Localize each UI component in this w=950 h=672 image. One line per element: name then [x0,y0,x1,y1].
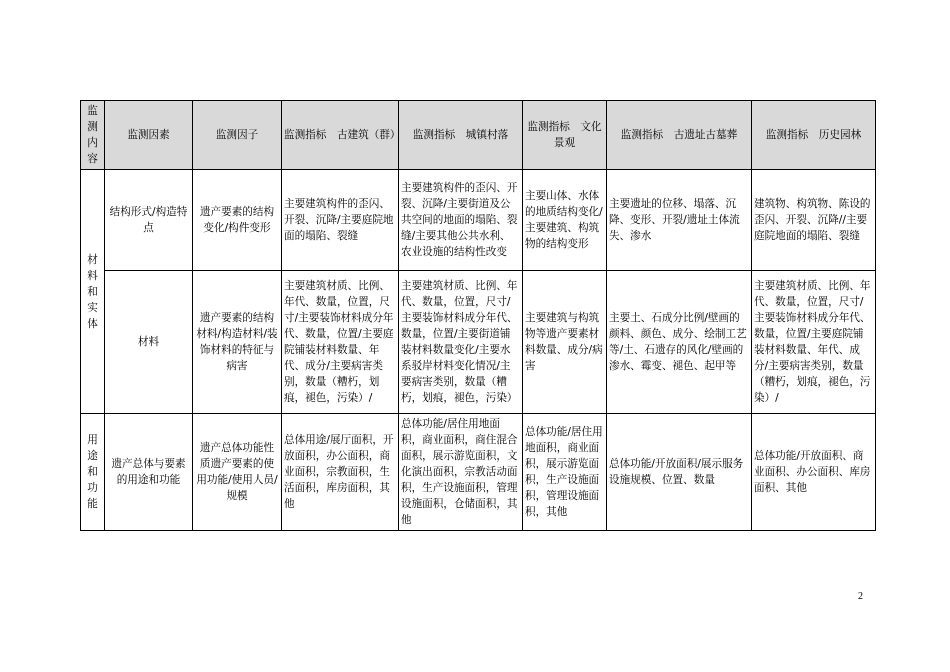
cell-cultural-landscape: 总体功能/居住用地面积，商业面积，展示游览面积，生产设施面积，管理设施面积，其他 [523,414,607,531]
content-use-function: 用途和功能 [81,414,105,531]
factor-use-function: 遗产总体与要素的用途和功能 [105,414,193,531]
cell-ancient-building: 主要建筑材质、比例、年代、数量，位置，尺寸/主要装饰材料成分年代、数量，位置/主要庭院铺装材料数量、年代、成分/主要病害类别，数量（糟朽，划痕，褪色，污染）/ [282,271,399,414]
page-number: 2 [858,591,863,602]
cell-historic-garden: 主要建筑材质、比例、年代、数量，位置，尺寸/主要装饰材料成分年代、数量，位置/主要庭院铺装材料数量、年代、成分/主要病害类别，数量（糟朽，划痕，褪色，污染）/ [752,271,876,414]
cell-ancient-building: 总体用途/展厅面积，开放面积，办公面积，商业面积，宗教面积，生活面积，库房面积，其他 [282,414,399,531]
factor-structure: 结构形式/构造特点 [105,170,193,271]
table-row [81,414,876,531]
header-indicator-cultural-landscape: 监测指标 文化景观 [523,101,607,170]
monitoring-indicator-table [80,100,876,531]
header-indicator-historic-garden: 监测指标 历史园林 [752,101,876,170]
cell-cultural-landscape: 主要建筑与构筑物等遗产要素材料数量、成分/病害 [523,271,607,414]
subfactor-material: 遗产要素的结构材料/构造材料/装饰材料的特征与病害 [193,271,282,414]
cell-town-village: 主要建筑构件的歪闪、开裂、沉降/主要街道及公共空间的地面的塌陷、裂缝/主要其他公共水利、农业设施的结构性改变 [399,170,523,271]
header-monitor-factor: 监测因素 [105,101,193,170]
cell-ancient-site-tomb: 主要土、石成分比例/壁画的颜料、颜色、成分、绘制工艺等/土、石遗存的风化/壁画的渗水、霉变、褪色、起甲等 [607,271,752,414]
table-row [81,170,876,271]
table-header-row [81,101,876,170]
header-indicator-town-village: 监测指标 城镇村落 [399,101,523,170]
table-row [81,271,876,414]
cell-ancient-site-tomb: 总体功能/开放面积/展示服务设施规模、位置、数量 [607,414,752,531]
header-monitor-subfactor: 监测因子 [193,101,282,170]
cell-town-village: 主要建筑材质、比例、年代、数量，位置，尺寸/主要装饰材料成分年代、数量，位置/主要街道铺装材料数量变化/主要水系驳岸材料变化情况/主要病害类别，数量（糟朽，划痕，褪色，污染） [399,271,523,414]
cell-historic-garden: 总体功能/开放面积、商业面积、办公面积、库房面积、其他 [752,414,876,531]
factor-material: 材料 [105,271,193,414]
cell-town-village: 总体功能/居住用地面积，商业面积，商住混合面积，展示游览面积，文化演出面积，宗教活动面积，生产设施面积，管理设施面积，仓储面积，其他 [399,414,523,531]
cell-ancient-building: 主要建筑构件的歪闪、开裂、沉降/主要庭院地面的塌陷、裂缝 [282,170,399,271]
cell-historic-garden: 建筑物、构筑物、陈设的歪闪、开裂、沉降//主要庭院地面的塌陷、裂缝 [752,170,876,271]
cell-ancient-site-tomb: 主要遗址的位移、塌落、沉降、变形、开裂/遗址土体流失、渗水 [607,170,752,271]
subfactor-use-function: 遗产总体功能性质遗产要素的使用功能/使用人员/规模 [193,414,282,531]
header-indicator-ancient-building: 监测指标 古建筑（群） [282,101,399,170]
header-monitor-content: 监测内容 [81,101,105,170]
header-indicator-ancient-site-tomb: 监测指标 古遗址古墓葬 [607,101,752,170]
subfactor-structure: 遗产要素的结构变化/构件变形 [193,170,282,271]
cell-cultural-landscape: 主要山体、水体的地质结构变化/主要建筑、构筑物的结构变形 [523,170,607,271]
content-material-entity: 材料和实体 [81,170,105,414]
